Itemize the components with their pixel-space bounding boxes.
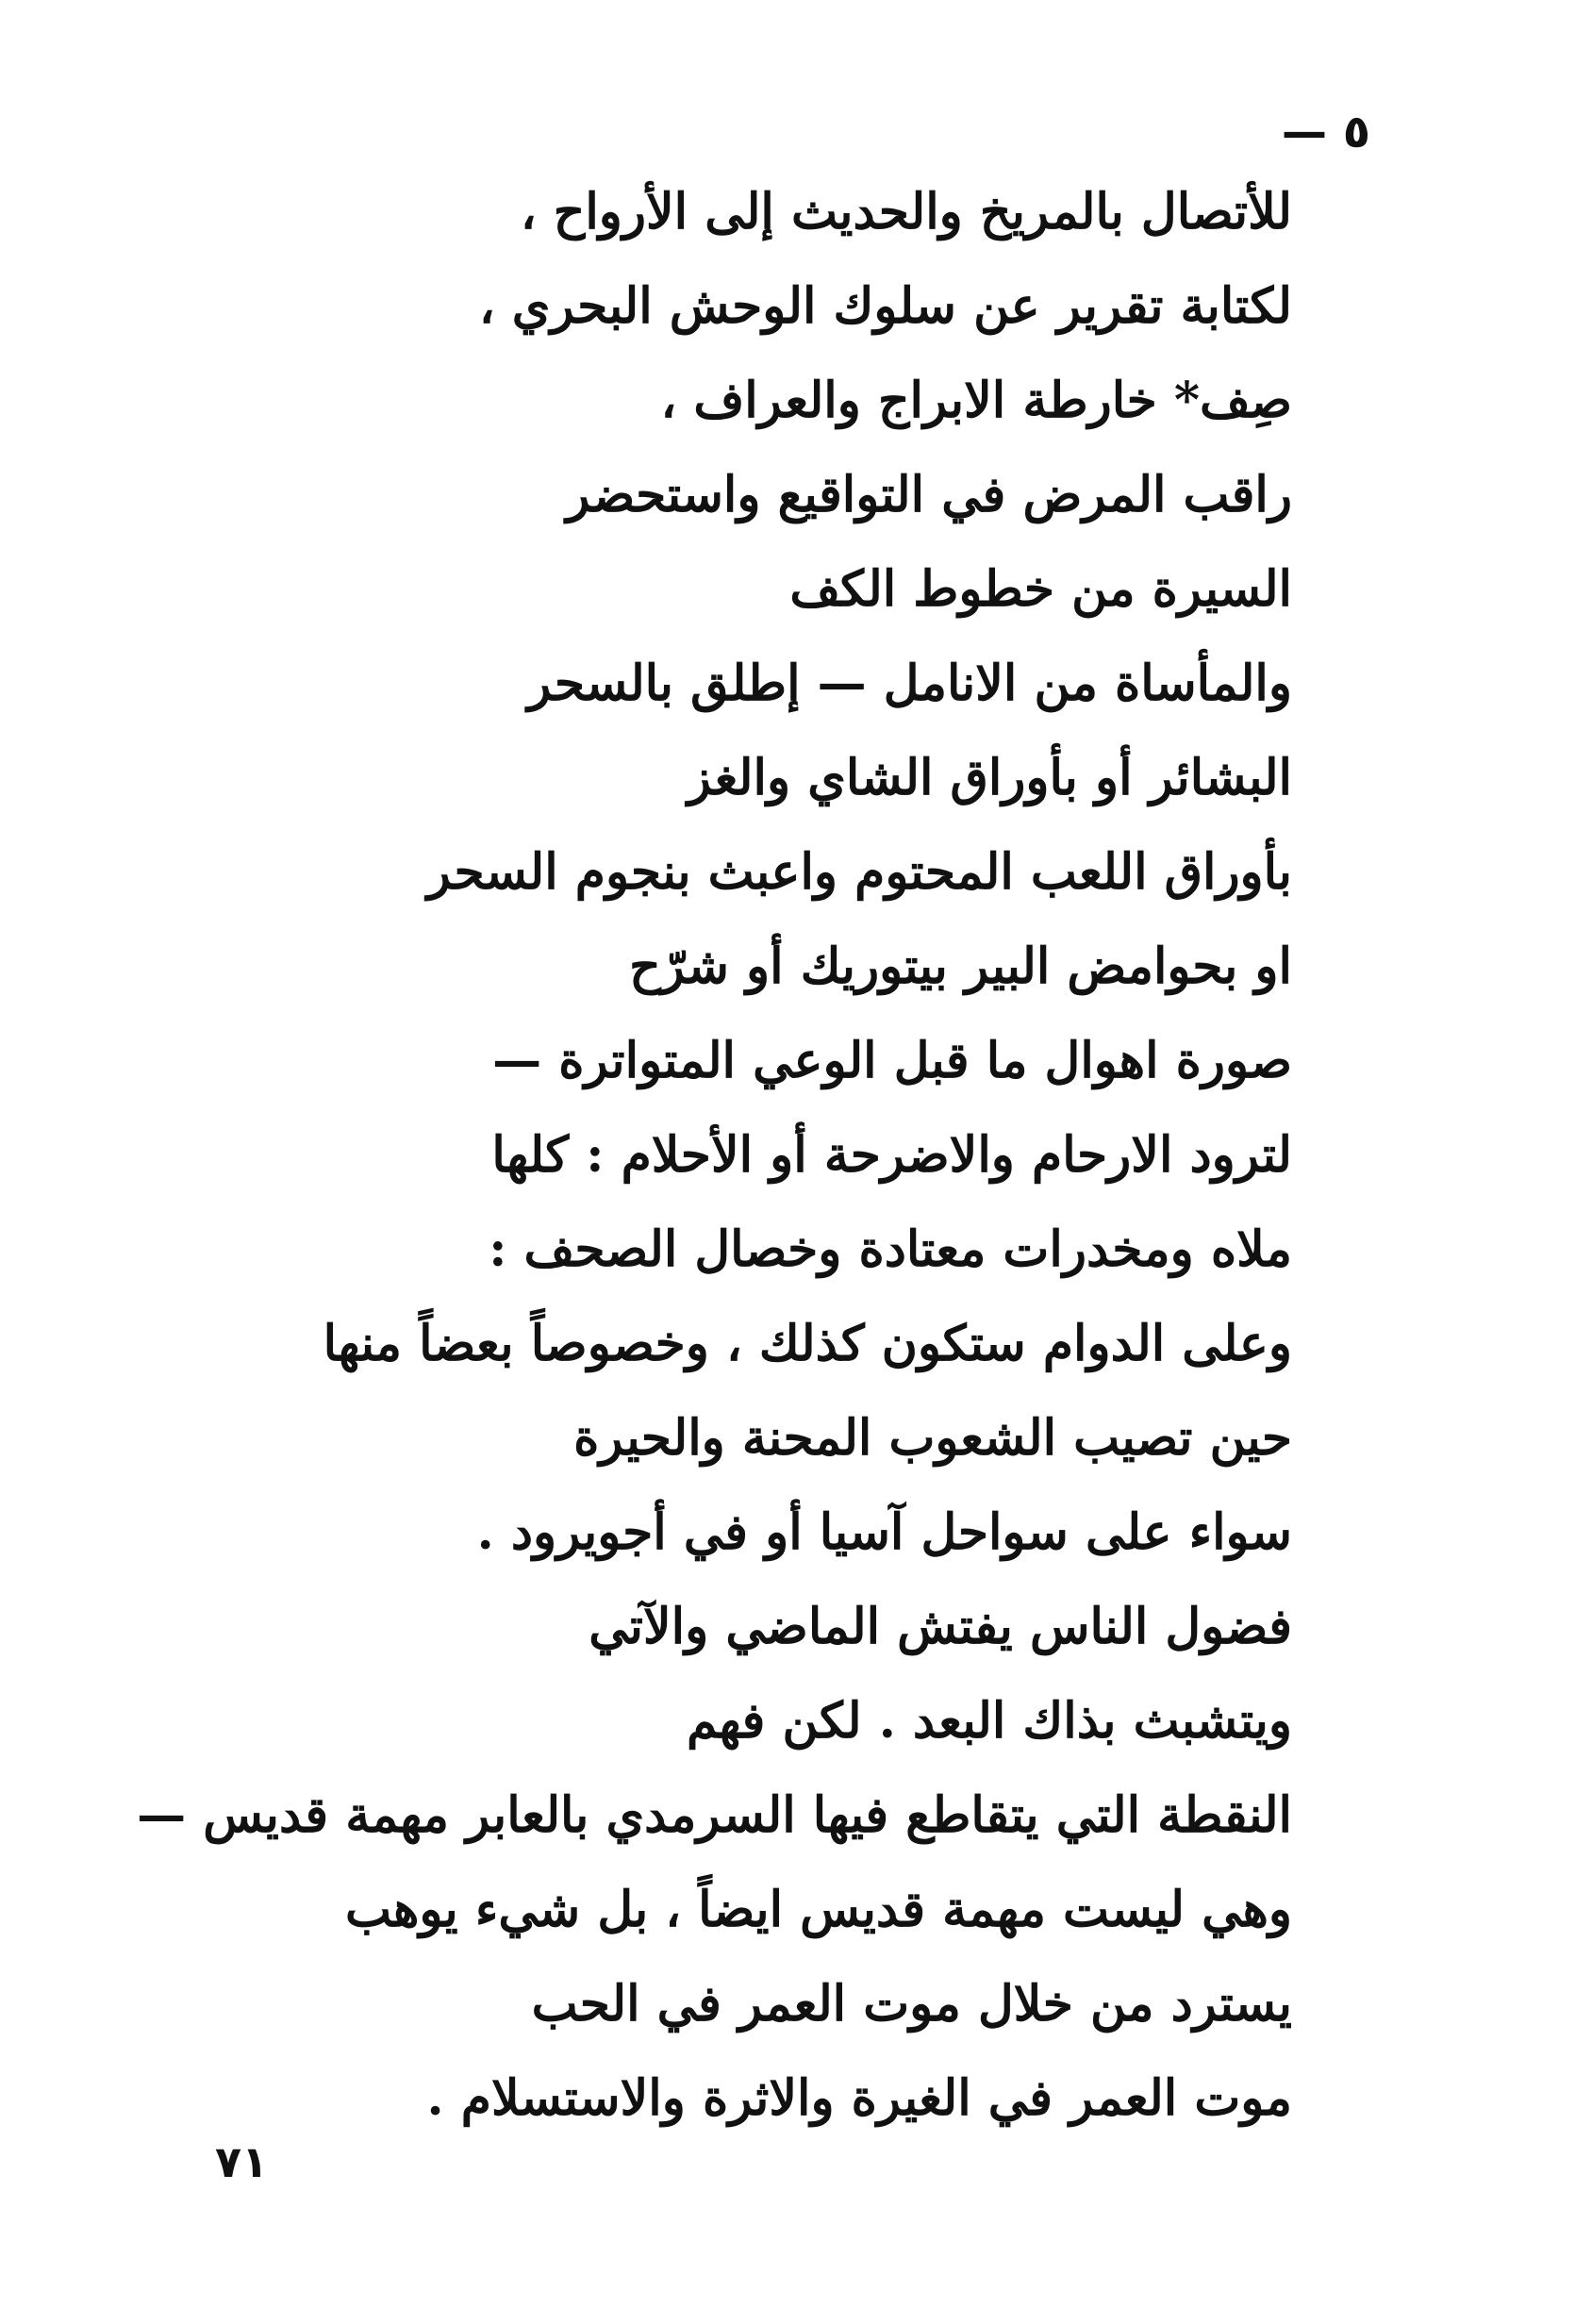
poem-line: وهي ليست مهمة قديس ايضاً ، بل شيء يوهب <box>344 1881 1292 1938</box>
poem-text <box>137 165 1292 2146</box>
poem-line: صورة اهوال ما قبل الوعي المتواترة — <box>492 1032 1292 1089</box>
poem-line: السيرة من خطوط الكف <box>789 560 1292 618</box>
poem-line: يسترد من خلال موت العمر في الحب <box>531 1975 1292 2033</box>
poem-line: لترود الارحام والاضرحة أو الأحلام : كلها <box>491 1126 1292 1184</box>
poem-line: موت العمر في الغيرة والاثرة والاستسلام . <box>426 2069 1292 2127</box>
poem-line: او بحوامض البير بيتوريك أو شرّح <box>629 938 1292 995</box>
poem-line: حين تصيب الشعوب المحنة والحيرة <box>573 1409 1292 1467</box>
poem-line: لكتابة تقرير عن سلوك الوحش البحري ، <box>478 277 1292 335</box>
poem-line: ويتشبث بذاك البعد . لكن فهم <box>686 1692 1292 1750</box>
poem-line: البشائر أو بأوراق الشاي والغز <box>687 749 1292 806</box>
poem-line: ملاه ومخدرات معتادة وخصال الصحف : <box>489 1220 1292 1278</box>
poem-line: فضول الناس يفتش الماضي والآتي <box>589 1598 1292 1655</box>
poem-line: صِف* خارطة الابراج والعراف ، <box>660 372 1292 429</box>
poem-line: راقب المرض في التواقيع واستحضر <box>566 466 1292 523</box>
poem-line: والمأساة من الانامل — إطلق بالسحر <box>527 655 1292 712</box>
page-number: ٧١ <box>215 2136 269 2187</box>
poem-line: بأوراق اللعب المحتوم واعبث بنجوم السحر <box>426 843 1292 901</box>
poem-line: سواء على سواحل آسيا أو في أجويرود . <box>476 1503 1292 1561</box>
poem-line: للأتصال بالمريخ والحديث إلى الأرواح ، <box>520 183 1292 241</box>
poem-line: النقطة التي يتقاطع فيها السرمدي بالعابر مهمة قديس — <box>137 1786 1292 1844</box>
poem-line: وعلى الدوام ستكون كذلك ، وخصوصاً بعضاً منها <box>323 1315 1292 1372</box>
section-marker: ٥ — <box>1281 106 1370 158</box>
